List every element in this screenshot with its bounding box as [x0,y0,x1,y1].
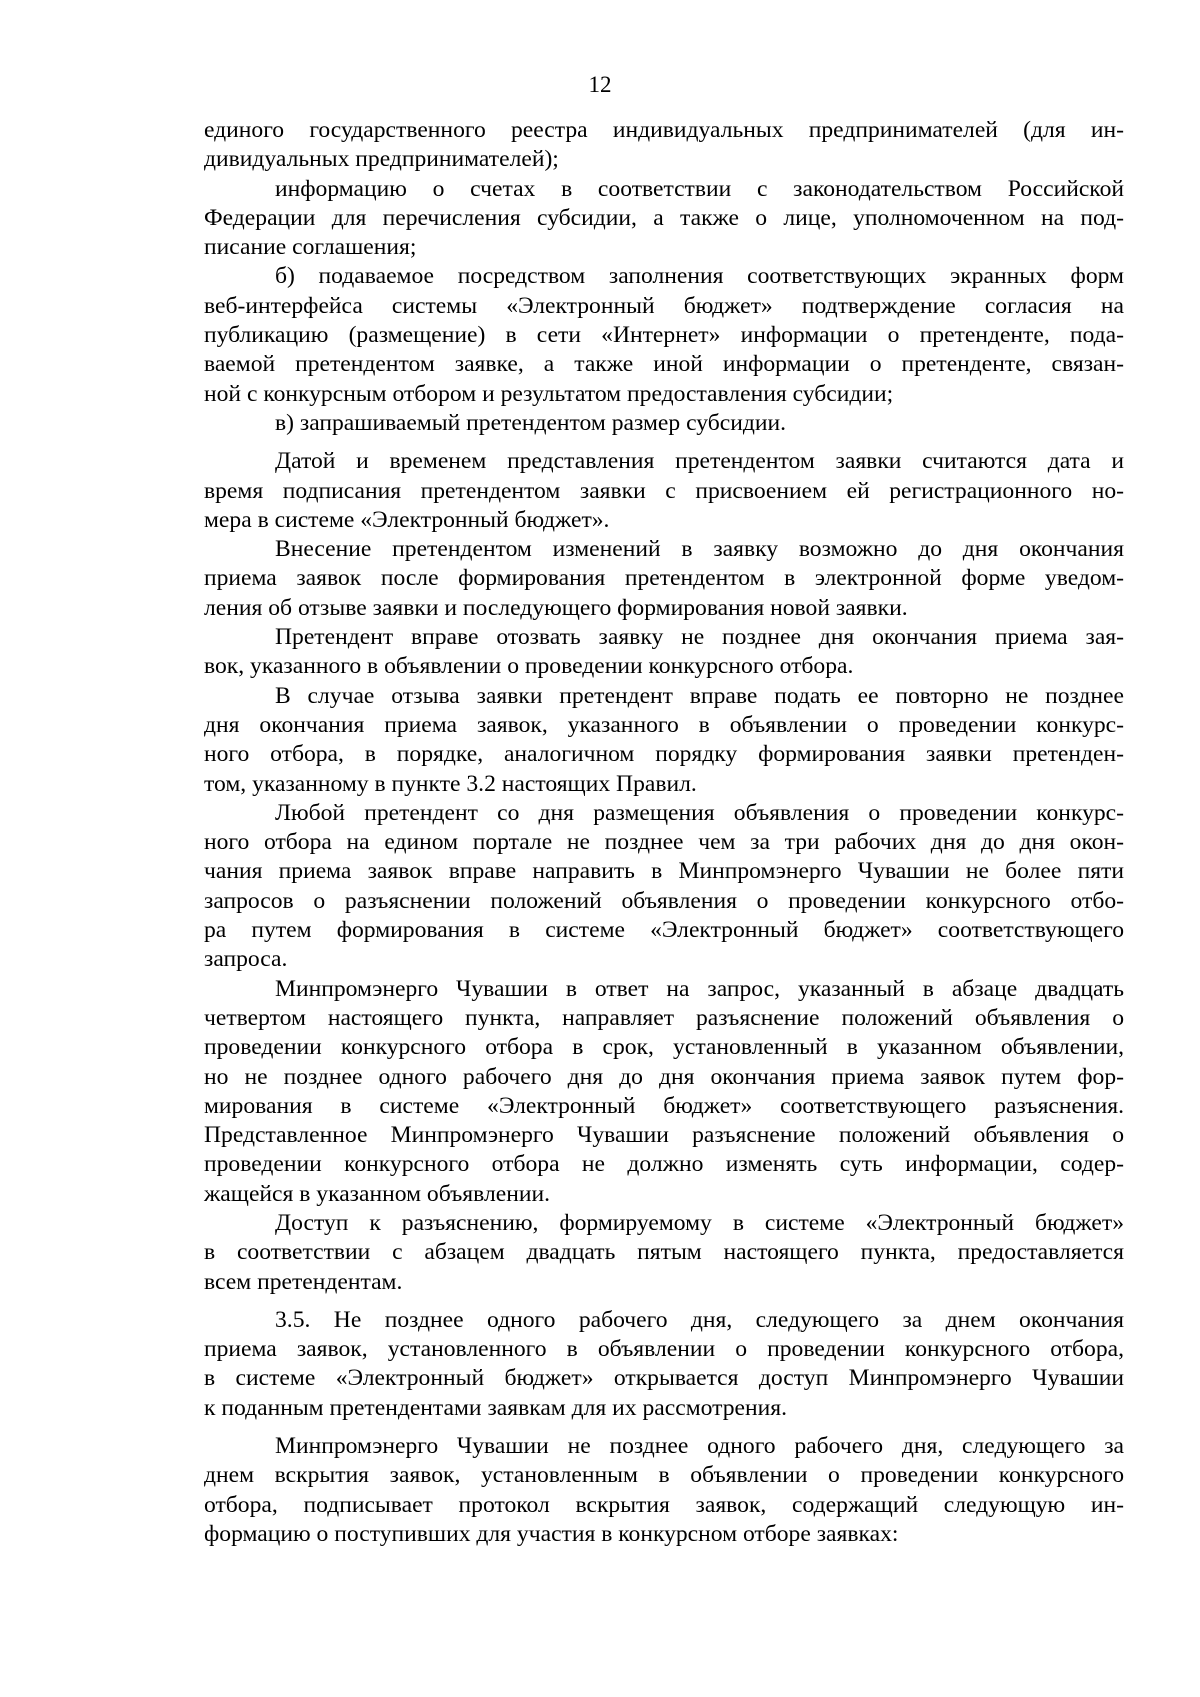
text-line: Федерации для перечисления субсидии, а также о лице, уполномоченном на под- [204,204,1124,231]
text-line: б) подаваемое посредством заполнения соответствующих экранных форм [275,263,1124,290]
text-line: ной с конкурсным отбором и результатом предоставления субсидии; [204,380,894,407]
text-line: днем вскрытия заявок, установленным в объявлении о проведении конкурсного [204,1462,1124,1489]
paragraph [204,262,1124,408]
text-line: веб-интерфейса системы «Электронный бюджет» подтверждение согласия на [204,292,1124,319]
text-line: чания приема заявок вправе направить в Минпромэнерго Чувашии не более пяти [204,858,1124,885]
text-line: ного отбора, в порядке, аналогичном порядку формирования заявки претенден- [204,741,1124,768]
text-line: запроса. [204,946,288,973]
paragraph [204,409,1124,438]
text-line: Внесение претендентом изменений в заявку возможно до дня окончания [275,536,1124,563]
text-line: мирования в системе «Электронный бюджет» соответствующего разъяснения. [204,1092,1124,1119]
text-line: ра путем формирования в системе «Электронный бюджет» соответствующего [204,917,1124,944]
text-line: том, указанному в пункте 3.2 настоящих Правил. [204,770,697,797]
text-line: Датой и временем представления претендентом заявки считаются дата и [275,448,1124,475]
text-line: формацию о поступивших для участия в конкурсном отборе заявках: [204,1520,899,1547]
paragraph [204,975,1124,1209]
document-body [204,116,1124,1549]
text-line: четвертом настоящего пункта, направляет разъяснение положений объявления о [204,1004,1124,1031]
text-line: Доступ к разъяснению, формируемому в системе «Электронный бюджет» [275,1209,1124,1236]
paragraph [204,1432,1124,1549]
paragraph [204,1306,1124,1423]
text-line: единого государственного реестра индивидуальных предпринимателей (для ин- [204,117,1124,143]
text-line: ления об отзыве заявки и последующего формирования новой заявки. [204,594,908,621]
text-line: проведении конкурсного отбора в срок, установленный в указанном объявлении, [204,1034,1124,1061]
text-line: всем претендентам. [204,1268,403,1295]
text-line: проведении конкурсного отбора не должно изменять суть информации, содер- [204,1151,1124,1178]
text-line: публикацию (размещение) в сети «Интернет» информации о претенденте, пода- [204,322,1124,349]
text-line: писание соглашения; [204,234,417,261]
paragraph [204,175,1124,263]
page-number: 12 [588,72,612,97]
text-line: дивидуальных предпринимателей); [204,146,559,173]
text-line: в соответствии с абзацем двадцать пятым настоящего пункта, предоставляется [204,1239,1124,1266]
text-line: Претендент вправе отозвать заявку не позднее дня окончания приема зая- [275,624,1124,651]
text-line: в системе «Электронный бюджет» открывается доступ Минпромэнерго Чувашии [204,1365,1124,1392]
text-line: приема заявок после формирования претендентом в электронной форме уведом- [204,565,1124,592]
text-line: Любой претендент со дня размещения объявления о проведении конкурс- [275,799,1124,826]
text-line: информацию о счетах в соответствии с законодательством Российской [275,175,1124,202]
text-line: ного отбора на едином портале не позднее чем за три рабочих дня до дня окон- [204,829,1124,856]
text-line: вок, указанного в объявлении о проведении конкурсного отбора. [204,653,854,680]
text-line: запросов о разъяснении положений объявления о проведении конкурсного отбо- [204,887,1124,914]
text-line: время подписания претендентом заявки с присвоением ей регистрационного но- [204,477,1124,504]
text-line: отбора, подписывает протокол вскрытия заявок, содержащий следующую ин- [204,1491,1124,1518]
text-line: жащейся в указанном объявлении. [204,1180,551,1207]
text-line: в) запрашиваемый претендентом размер субсидии. [275,409,786,436]
text-line: Минпромэнерго Чувашии в ответ на запрос, указанный в абзаце двадцать [275,975,1124,1002]
text-line: приема заявок, установленного в объявлении о проведении конкурсного отбора, [204,1336,1124,1363]
text-line: мера в системе «Электронный бюджет». [204,506,610,533]
text-line: ваемой претендентом заявке, а также иной информации о претенденте, связан- [204,351,1124,378]
text-line: 3.5. Не позднее одного рабочего дня, следующего за днем окончания [275,1306,1124,1333]
text-line: дня окончания приема заявок, указанного в объявлении о проведении конкурс- [204,711,1124,738]
paragraph [204,1209,1124,1297]
paragraph [204,682,1124,799]
text-line: В случае отзыва заявки претендент вправе подать ее повторно не позднее [275,682,1124,709]
paragraph [204,799,1124,975]
paragraph [204,447,1124,535]
text-line: Представленное Минпромэнерго Чувашии разъяснение положений объявления о [204,1122,1124,1149]
paragraph [204,623,1124,682]
paragraph [204,535,1124,623]
text-line: Минпромэнерго Чувашии не позднее одного рабочего дня, следующего за [275,1433,1124,1460]
text-line: к поданным претендентами заявкам для их рассмотрения. [204,1394,787,1421]
paragraph [204,116,1124,175]
text-line: но не позднее одного рабочего дня до дня окончания приема заявок путем фор- [204,1063,1124,1090]
